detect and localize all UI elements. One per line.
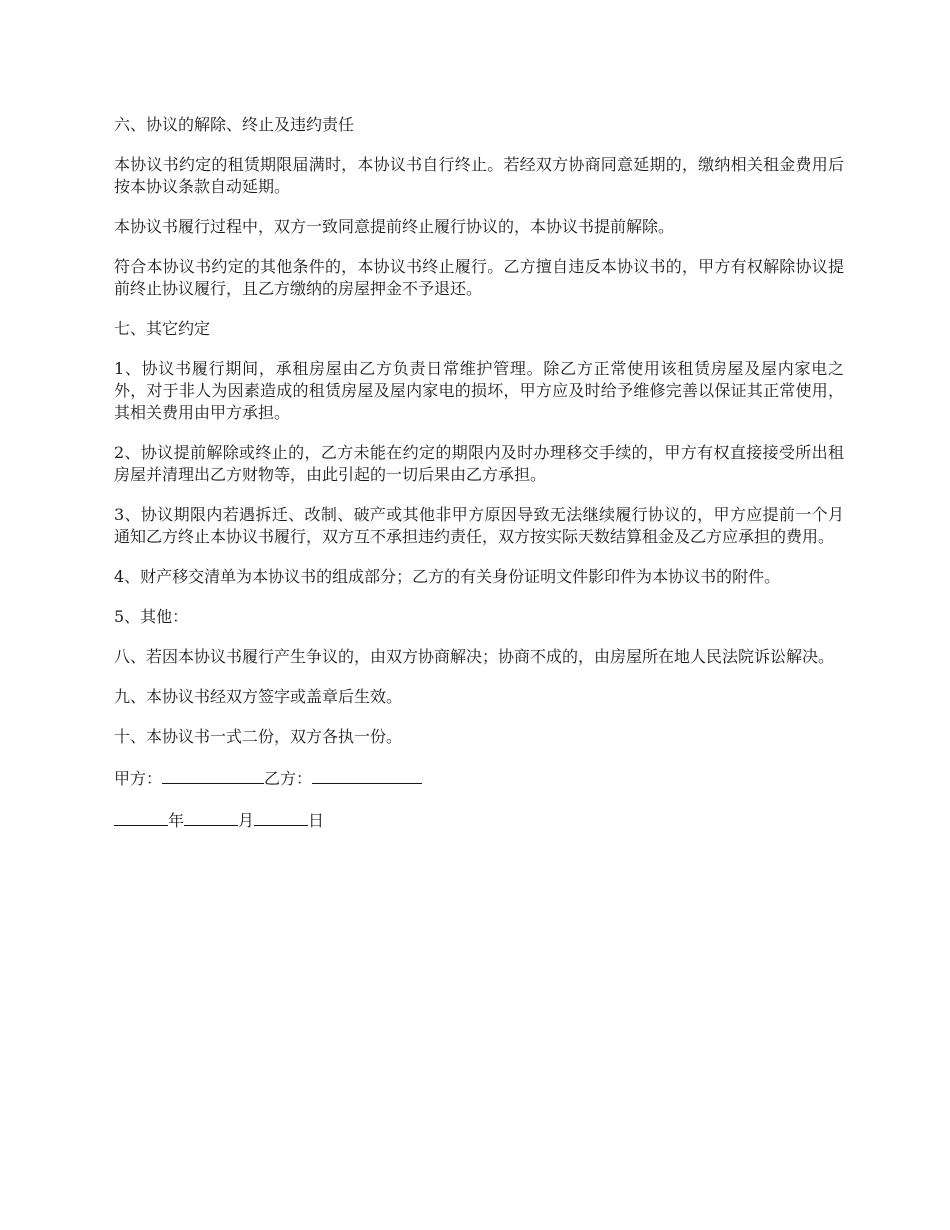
month-blank[interactable] xyxy=(184,808,238,826)
clause-maintenance: 1、协议书履行期间，承租房屋由乙方负责日常维护管理。除乙方正常使用该租赁房屋及屋内家电之外，对于非人为因素造成的租赁房屋及屋内家电的损坏，甲方应及时给予维修完善以保证其正常使用，其相关费用由甲方承担。 xyxy=(114,359,844,422)
section-effect: 九、本协议书经双方签字或盖章后生效。 xyxy=(114,687,403,706)
day-blank[interactable] xyxy=(254,808,308,826)
section-heading-termination: 六、协议的解除、终止及违约责任 xyxy=(114,115,355,134)
party-b-label: 乙方： xyxy=(264,769,313,788)
section-heading-other: 七、其它约定 xyxy=(114,319,211,338)
section-dispute: 八、若因本协议书履行产生争议的，由双方协商解决；协商不成的，由房屋所在地人民法院诉讼解决。 xyxy=(114,647,835,666)
party-b-signature-blank[interactable] xyxy=(312,766,422,784)
day-label: 日 xyxy=(308,811,325,830)
clause-force-majeure: 3、协议期限内若遇拆迁、改制、破产或其他非甲方原因导致无法继续履行协议的，甲方应提前一个月通知乙方终止本协议书履行，双方互不承担违约责任，双方按实际天数结算租金及乙方应承担的费用。 xyxy=(114,505,844,546)
year-label: 年 xyxy=(168,811,185,830)
document-page xyxy=(114,114,844,850)
clause-early-termination: 本协议书履行过程中，双方一致同意提前终止履行协议的，本协议书提前解除。 xyxy=(114,217,675,236)
month-label: 月 xyxy=(238,811,255,830)
clause-handover: 2、协议提前解除或终止的，乙方未能在约定的期限内及时办理移交手续的，甲方有权直接接受所出租房屋并清理出乙方财物等，由此引起的一切后果由乙方承担。 xyxy=(114,443,844,484)
year-blank[interactable] xyxy=(114,808,168,826)
party-a-signature-blank[interactable] xyxy=(162,766,264,784)
signature-row xyxy=(114,766,844,790)
date-row xyxy=(114,808,844,832)
section-copies: 十、本协议书一式二份，双方各执一份。 xyxy=(114,727,403,746)
clause-breach: 符合本协议书约定的其他条件的，本协议书终止履行。乙方擅自违反本协议书的，甲方有权解除协议提前终止协议履行，且乙方缴纳的房屋押金不予退还。 xyxy=(114,257,844,298)
party-a-label: 甲方： xyxy=(114,769,163,788)
clause-attachments: 4、财产移交清单为本协议书的组成部分；乙方的有关身份证明文件影印件为本协议书的附件。 xyxy=(114,567,781,586)
clause-misc: 5、其他： xyxy=(114,607,189,626)
clause-expiry: 本协议书约定的租赁期限届满时，本协议书自行终止。若经双方协商同意延期的，缴纳相关租金费用后按本协议条款自动延期。 xyxy=(114,155,844,196)
